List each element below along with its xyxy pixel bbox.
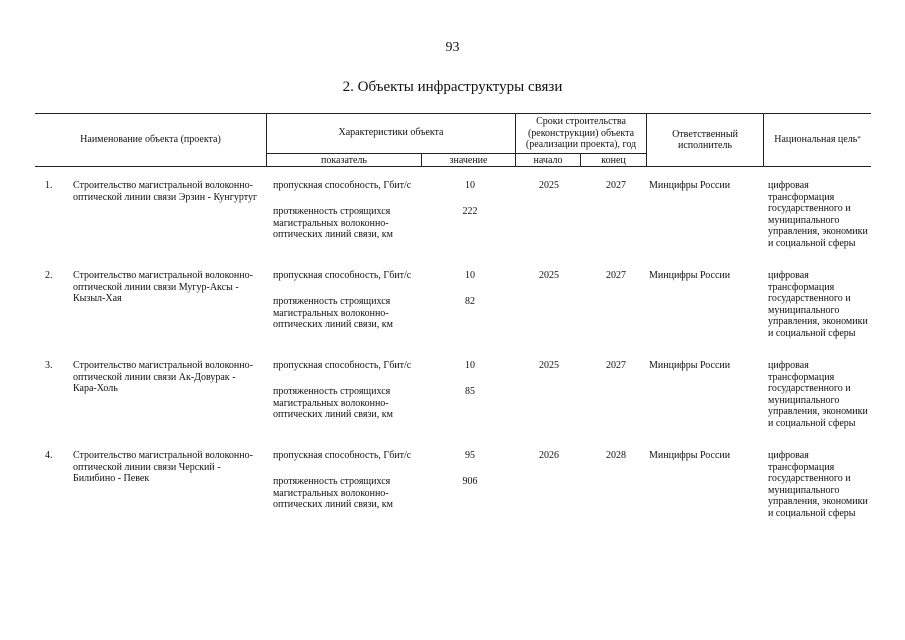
indicator-capacity: пропускная способность, Гбит/с	[273, 450, 412, 461]
national-goal: цифровая трансформация государственного и муниципального управления, экономики и социальной сферы	[768, 450, 868, 519]
indicator-length: протяженность строящихся магистральных волоконно-оптических линий связи, км	[273, 296, 393, 330]
end-year: 2027	[606, 360, 626, 371]
indicator-length: протяженность строящихся магистральных волоконно-оптических линий связи, км	[273, 386, 393, 420]
row-number: 3.	[45, 360, 53, 371]
end-year: 2027	[606, 180, 626, 191]
values	[425, 360, 515, 412]
header-name: Наименование объекта (проекта)	[80, 134, 221, 146]
row-number: 2.	[45, 270, 53, 281]
header-start: начало	[533, 154, 563, 166]
indicators	[273, 450, 423, 510]
value-capacity: 10	[465, 180, 475, 191]
header-executor: Ответственный исполнитель	[672, 128, 738, 151]
values	[425, 270, 515, 322]
object-name: Строительство магистральной волоконно-оптической линии связи Ак-Довурак - Кара-Холь	[73, 360, 253, 394]
start-year: 2025	[539, 360, 559, 371]
start-year: 2025	[539, 270, 559, 281]
value-length: 82	[465, 296, 475, 307]
header-end: конец	[601, 154, 626, 166]
executor: Минцифры России	[649, 180, 731, 191]
start-year: 2025	[539, 180, 559, 191]
table-row	[35, 360, 871, 448]
executor: Минцифры России	[649, 450, 731, 461]
header-characteristics: Характеристики объекта	[338, 127, 444, 139]
value-capacity: 10	[465, 360, 475, 371]
row-number: 1.	[45, 180, 53, 191]
header-indicator: показатель	[321, 154, 367, 166]
header-value: значение	[449, 154, 488, 166]
indicator-length: протяженность строящихся магистральных волоконно-оптических линий связи, км	[273, 476, 393, 510]
value-length: 85	[465, 386, 475, 397]
end-year: 2028	[606, 450, 626, 461]
executor: Минцифры России	[649, 270, 731, 281]
page-number: 93	[445, 40, 460, 55]
indicator-capacity: пропускная способность, Гбит/с	[273, 270, 412, 281]
start-year: 2026	[539, 450, 559, 461]
value-length: 906	[462, 476, 478, 487]
indicators	[273, 360, 423, 420]
header-goal	[764, 113, 871, 167]
object-name: Строительство магистральной волоконно-оптической линии связи Эрзин - Кунгуртуг	[73, 180, 258, 203]
indicator-length: протяженность строящихся магистральных волоконно-оптических линий связи, км	[273, 206, 393, 240]
executor: Минцифры России	[649, 360, 731, 371]
national-goal: цифровая трансформация государственного и муниципального управления, экономики и социальной сферы	[768, 180, 868, 249]
table-row	[35, 450, 871, 538]
table-row	[35, 270, 871, 358]
values	[425, 450, 515, 502]
header-terms: Сроки строительства (реконструкции) объекта (реализации проекта), год	[525, 116, 637, 151]
object-name: Строительство магистральной волоконно-оптической линии связи Черский - Билибино - Певек	[73, 450, 253, 484]
value-length: 222	[462, 206, 478, 217]
section-title: 2. Объекты инфраструктуры связи	[342, 79, 563, 95]
indicators	[273, 180, 423, 240]
value-capacity: 10	[465, 270, 475, 281]
values	[425, 180, 515, 232]
end-year: 2027	[606, 270, 626, 281]
table-row	[35, 180, 871, 268]
table-header	[35, 113, 871, 167]
footnote-mark: *	[857, 135, 861, 144]
national-goal: цифровая трансформация государственного и муниципального управления, экономики и социальной сферы	[768, 360, 868, 429]
value-capacity: 95	[465, 450, 475, 461]
indicator-capacity: пропускная способность, Гбит/с	[273, 360, 412, 371]
indicator-capacity: пропускная способность, Гбит/с	[273, 180, 412, 191]
header-goal-text: Национальная цель	[774, 134, 858, 146]
row-number: 4.	[45, 450, 53, 461]
indicators	[273, 270, 423, 330]
national-goal: цифровая трансформация государственного и муниципального управления, экономики и социальной сферы	[768, 270, 868, 339]
object-name: Строительство магистральной волоконно-оптической линии связи Мугур-Аксы - Кызыл-Хая	[73, 270, 253, 304]
